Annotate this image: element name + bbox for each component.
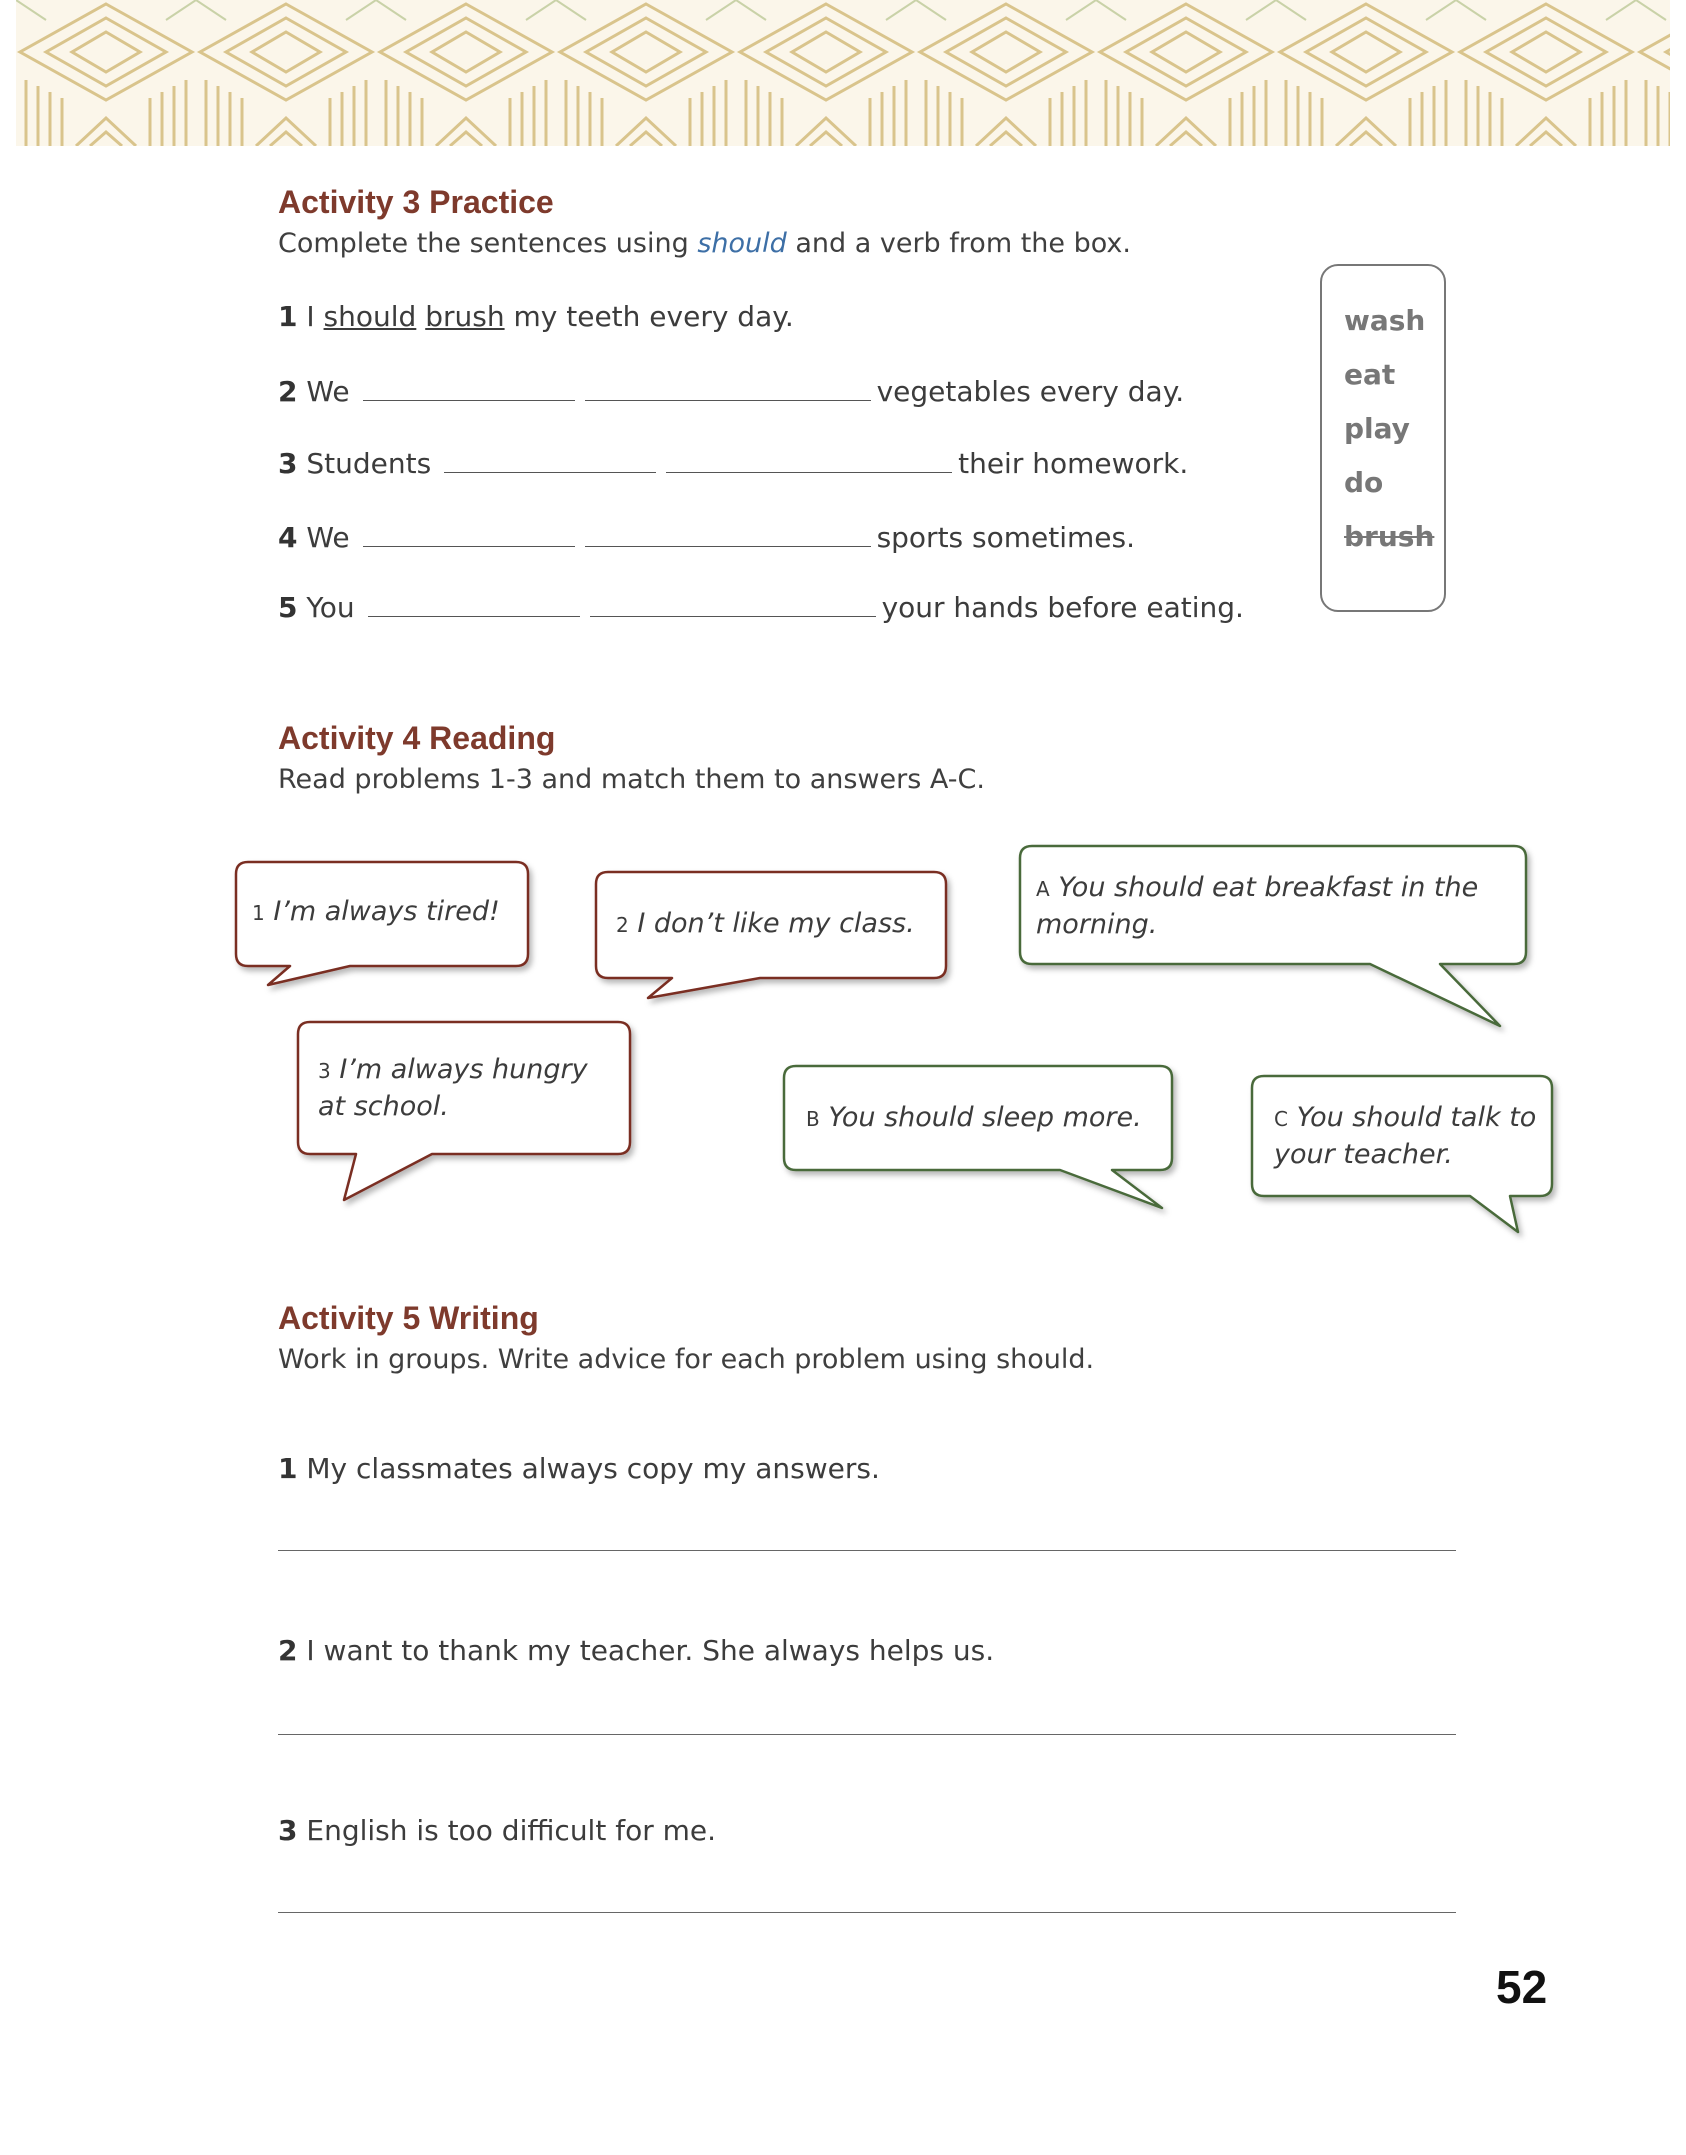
sentence-rest: their homework. xyxy=(958,447,1189,480)
answer-text: You should sleep more. xyxy=(828,1102,1142,1133)
item-number: 1 xyxy=(278,1452,298,1485)
sentence-subject: You xyxy=(297,591,355,624)
word-brush-used: brush xyxy=(1344,520,1435,553)
problem-text: I want to thank my teacher. She always helps us. xyxy=(297,1634,995,1667)
answer-text: You should eat breakfast in the morning. xyxy=(1036,872,1479,940)
writing-problem-3 xyxy=(278,1814,716,1847)
word-eat: eat xyxy=(1344,358,1396,391)
item-number: 5 xyxy=(278,591,298,624)
item-number: 2 xyxy=(278,375,298,408)
example-rest: my teeth every day. xyxy=(504,300,794,333)
item-number: 2 xyxy=(278,1634,298,1667)
example-verb: brush xyxy=(425,300,505,333)
example-modal: should xyxy=(323,300,417,333)
speech-bubble-answer-b xyxy=(784,1066,1172,1208)
problem-text: I don’t like my class. xyxy=(637,908,915,939)
answer-a-text xyxy=(1036,870,1506,943)
word-do: do xyxy=(1344,466,1384,499)
answer-line-1[interactable] xyxy=(278,1550,1456,1551)
writing-problem-2 xyxy=(278,1634,994,1667)
problem-1-text xyxy=(252,894,516,931)
activity-5-instruction: Work in groups. Write advice for each problem using should. xyxy=(278,1344,1095,1375)
sentence-subject: We xyxy=(297,375,350,408)
problem-label: 1 xyxy=(252,901,265,925)
answer-text: You should talk to your teacher. xyxy=(1274,1102,1537,1170)
problem-text: I’m always tired! xyxy=(273,896,500,927)
sentence-subject: Students xyxy=(297,447,432,480)
activity-5-heading: Activity 5 Writing xyxy=(278,1300,539,1336)
activity-4-instruction: Read problems 1-3 and match them to answers A-C. xyxy=(278,764,985,795)
item-number: 3 xyxy=(278,1814,298,1847)
word-play: play xyxy=(1344,412,1410,445)
answer-line-2[interactable] xyxy=(278,1734,1456,1735)
answer-label: A xyxy=(1036,877,1050,901)
answer-label: B xyxy=(806,1107,820,1131)
item-number: 4 xyxy=(278,521,298,554)
item-number: 3 xyxy=(278,447,298,480)
activity-3-heading: Activity 3 Practice xyxy=(278,184,554,220)
problem-text: I’m always hungry at school. xyxy=(318,1054,588,1122)
problem-text: English is too difficult for me. xyxy=(297,1814,717,1847)
problem-label: 2 xyxy=(616,913,629,937)
example-subject: I xyxy=(297,300,324,333)
instruction-text-end: and a verb from the box. xyxy=(786,228,1131,259)
page-number: 52 xyxy=(1496,1961,1548,2013)
answer-b-text xyxy=(806,1100,1166,1137)
problem-3-text xyxy=(318,1052,618,1125)
sentence-rest: vegetables every day. xyxy=(876,375,1185,408)
sentence-rest: your hands before eating. xyxy=(881,591,1244,624)
instruction-text-start: Complete the sentences using xyxy=(278,228,698,259)
problem-label: 3 xyxy=(318,1059,331,1083)
problem-text: My classmates always copy my answers. xyxy=(297,1452,880,1485)
instruction-keyword: should xyxy=(697,228,787,259)
answer-line-3[interactable] xyxy=(278,1912,1456,1913)
item-number: 1 xyxy=(278,300,298,333)
answer-c-text xyxy=(1274,1100,1546,1173)
writing-problem-1 xyxy=(278,1452,880,1485)
word-wash: wash xyxy=(1344,304,1426,337)
answer-label: C xyxy=(1274,1107,1288,1131)
problem-2-text xyxy=(616,906,936,943)
activity-4-heading: Activity 4 Reading xyxy=(278,720,556,756)
sentence-rest: sports sometimes. xyxy=(876,521,1136,554)
sentence-subject: We xyxy=(297,521,350,554)
